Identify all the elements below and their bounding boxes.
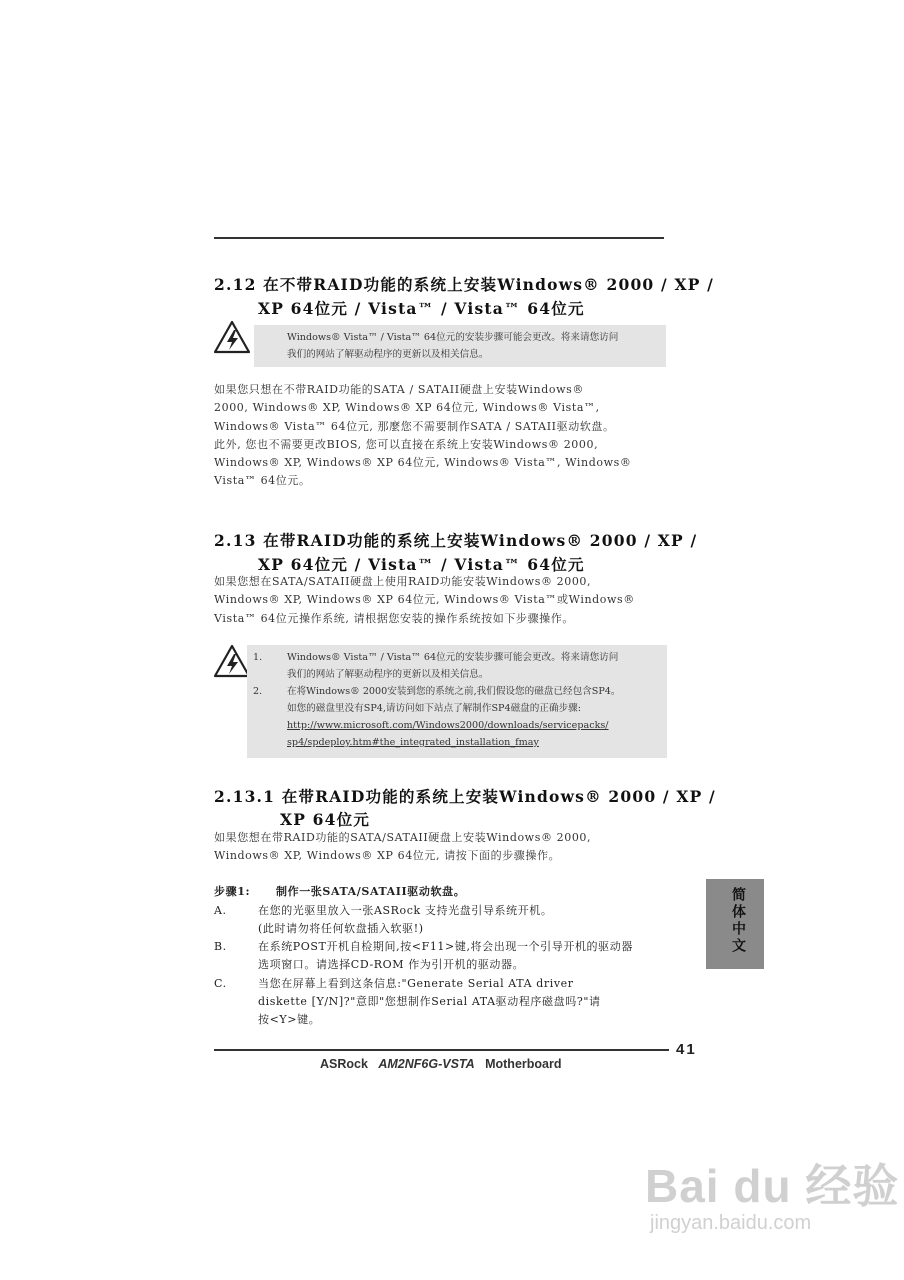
body-line: 此外, 您也不需要更改BIOS, 您可以直接在系统上安装Windows® 2000,: [214, 437, 599, 451]
body-line: 2000, Windows® XP, Windows® XP 64位元, Windows® Vista™,: [214, 401, 600, 415]
page-number: 41: [676, 1041, 697, 1058]
body-line: 如果您只想在不带RAID功能的SATA / SATAII硬盘上安装Windows®: [214, 383, 584, 396]
section-2-13-1-body: [214, 829, 591, 866]
section-2-13-heading-line1: 2.13 在带RAID功能的系统上安装Windows® 2000 / XP /: [214, 531, 698, 550]
step-mark: B.: [214, 940, 227, 953]
step-mark: A.: [214, 904, 227, 917]
note-line: Windows® Vista™ / Vista™ 64位元的安装步骤可能会更改。将来请您访问: [287, 332, 619, 343]
step-line: (此时请勿将任何软盘插入软驱!): [258, 922, 424, 935]
footer: [320, 1057, 561, 1071]
note-line: 如您的磁盘里没有SP4,请访问如下站点了解制作SP4磁盘的正确步骤:: [287, 703, 581, 714]
body-line: Windows® XP, Windows® XP 64位元, 请按下面的步骤操作。: [214, 849, 561, 863]
section-2-12-heading-line2: XP 64位元 / Vista™ / Vista™ 64位元: [258, 299, 585, 318]
step-line: 在您的光驱里放入一张ASRock 支持光盘引导系统开机。: [258, 904, 553, 917]
top-rule: [214, 237, 664, 239]
body-line: Windows® Vista™ 64位元, 那麼您不需要制作SATA / SATAII驱动软盘。: [214, 419, 615, 433]
step-line: 按<Y>键。: [258, 1013, 321, 1026]
watermark-url: jingyan.baidu.com: [650, 1212, 812, 1234]
section-2-13-1-heading-line1: 2.13.1 在带RAID功能的系统上安装Windows® 2000 / XP /: [214, 787, 716, 806]
step-line: 在系统POST开机自检期间,按<F11>键,将会出现一个引导开机的驱动器: [258, 940, 633, 953]
step-line: 选项窗口。请选择CD-ROM 作为引开机的驱动器。: [258, 958, 525, 971]
footer-suffix: Motherboard: [485, 1057, 562, 1071]
section-2-13-body: [214, 573, 635, 628]
section-2-12-body: [214, 381, 631, 491]
section-2-13-heading-line2: XP 64位元 / Vista™ / Vista™ 64位元: [258, 555, 585, 574]
footer-model: AM2NF6G-VSTA: [378, 1057, 475, 1071]
step-line: 当您在屏幕上看到这条信息:"Generate Serial ATA driver: [258, 977, 574, 990]
step1-label: 步骤1:: [214, 885, 251, 898]
sp4-link[interactable]: [287, 717, 609, 734]
note-line: 在将Windows® 2000安装到您的系统之前,我们假设您的磁盘已经包含SP4。: [287, 686, 621, 697]
section-2-13-1-heading-line2: XP 64位元: [280, 810, 371, 829]
note-box-2-13: [247, 645, 667, 758]
step-line: diskette [Y/N]?"意即"您想制作Serial ATA驱动程序磁盘吗?"请: [258, 995, 601, 1008]
sp4-link[interactable]: [287, 734, 539, 751]
bottom-rule: [214, 1049, 669, 1051]
sp4-link-text[interactable]: sp4/spdeploy.htm#the_integrated_installation_fmay: [287, 737, 539, 748]
note-number: 2.: [253, 686, 263, 697]
sp4-link-text[interactable]: http://www.microsoft.com/Windows2000/downloads/servicepacks/: [287, 720, 609, 731]
note-number: 1.: [253, 652, 263, 663]
baidu-watermark: [645, 1150, 900, 1234]
step1-title: 制作一张SATA/SATAII驱动软盘。: [276, 885, 466, 898]
side-tab-label: 简体中文: [730, 887, 746, 955]
body-line: Vista™ 64位元。: [214, 474, 311, 488]
watermark-logo: Bai du 经验: [645, 1160, 900, 1212]
note-line: 我们的网站了解驱动程序的更新以及相关信息。: [287, 349, 489, 360]
body-line: 如果您想在带RAID功能的SATA/SATAII硬盘上安装Windows® 2000,: [214, 831, 592, 844]
body-line: Windows® XP, Windows® XP 64位元, Windows® Vista™, Windows®: [214, 456, 632, 470]
footer-brand: ASRock: [320, 1057, 368, 1071]
body-line: Windows® XP, Windows® XP 64位元, Windows® Vista™或Windows®: [214, 593, 635, 607]
warning-icon: [212, 643, 252, 683]
section-2-12-heading-line1: 2.12 在不带RAID功能的系统上安装Windows® 2000 / XP /: [214, 275, 715, 294]
body-line: 如果您想在SATA/SATAII硬盘上使用RAID功能安装Windows® 2000,: [214, 575, 592, 588]
language-side-tab: [706, 879, 764, 969]
warning-icon: [212, 319, 252, 359]
note-line: 我们的网站了解驱动程序的更新以及相关信息。: [287, 669, 489, 680]
step-mark: C.: [214, 977, 227, 990]
note-line: Windows® Vista™ / Vista™ 64位元的安装步骤可能会更改。将来请您访问: [287, 652, 619, 663]
note-box-2-12: [254, 325, 666, 367]
body-line: Vista™ 64位元操作系统, 请根据您安装的操作系统按如下步骤操作。: [214, 611, 574, 625]
